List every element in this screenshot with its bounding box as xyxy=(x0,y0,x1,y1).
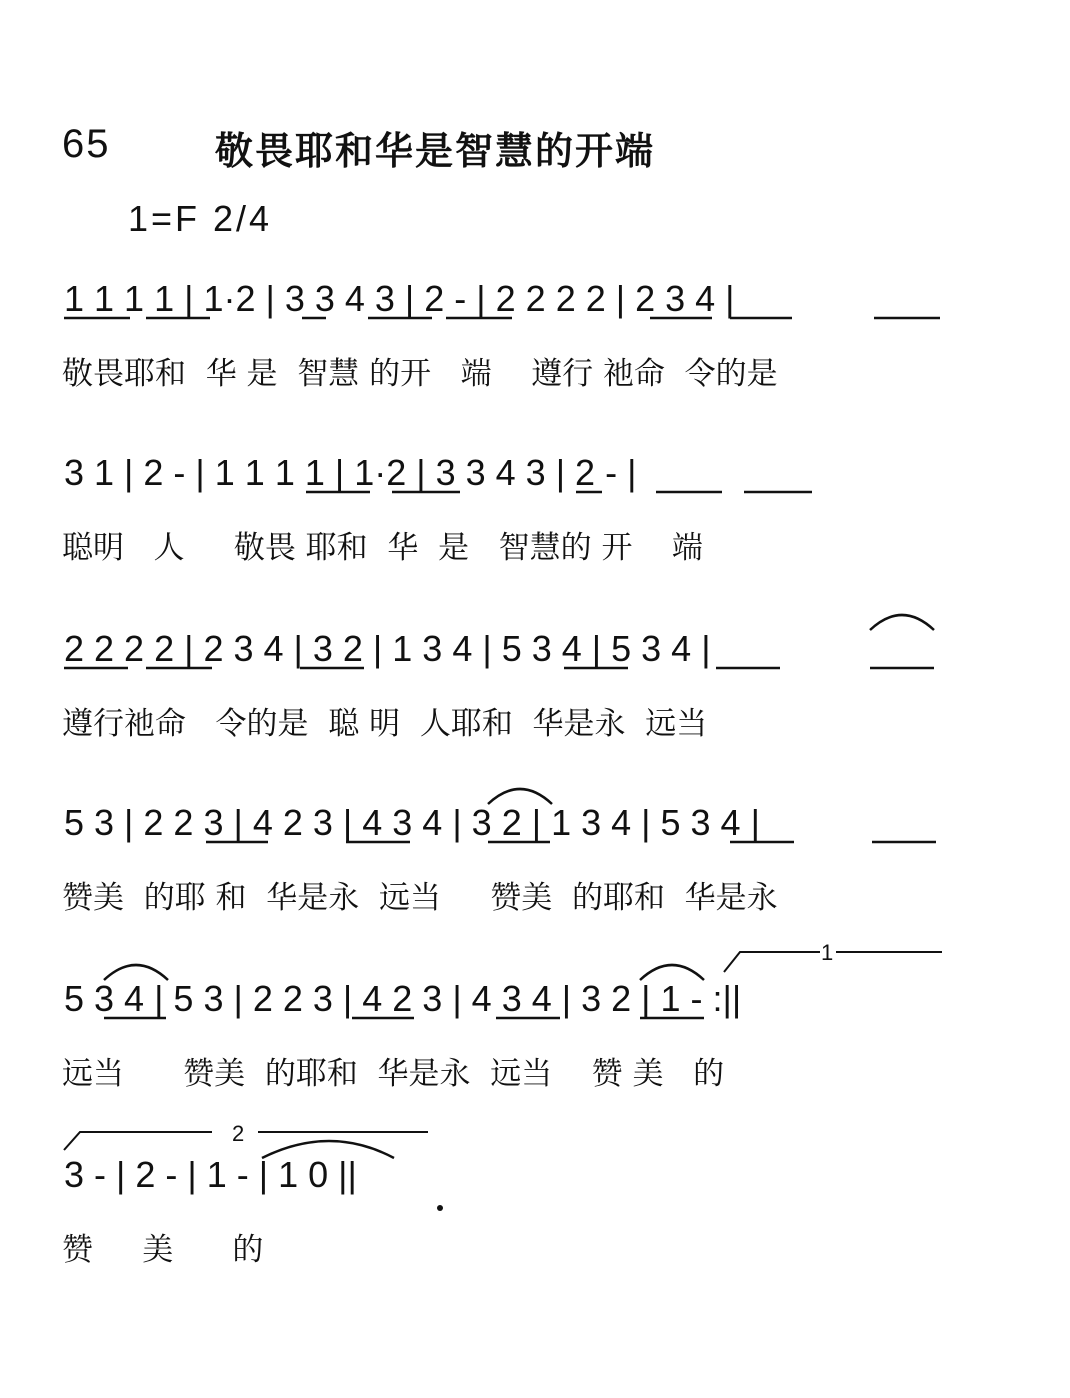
notation-line-3: 2 2 2 2 | 2 3 4 | 3 2 | 1 3 4 | 5 3 4 | 5 3 4 | xyxy=(64,628,711,669)
notation-line-5: 5 3 4 | 5 3 | 2 2 3 | 4 2 3 | 4 3 4 | 3 2 | 1 - :|| xyxy=(64,978,742,1019)
notation-line-4: 5 3 | 2 2 3 | 4 2 3 | 4 3 4 | 3 2 | 1 3 4 | 5 3 4 | xyxy=(64,802,760,843)
lyrics-line-2: 聪明 人 敬畏 耶和 华 是 智慧的 开 端 xyxy=(62,530,703,566)
beam-underlines xyxy=(64,318,940,1018)
notation-line-6: 3 - | 2 - | 1 - | 1 0 || xyxy=(64,1154,357,1195)
low-octave-dot xyxy=(437,1205,443,1211)
lyrics-line-1: 敬畏耶和 华 是 智慧 的开 端 遵行 祂命 令的是 xyxy=(62,356,778,392)
volta-2-label: 2 xyxy=(232,1121,245,1146)
lyrics-line-4: 赞美 的耶 和 华是永 远当 赞美 的耶和 华是永 xyxy=(62,880,778,916)
lyrics-line-6: 赞 美 的 xyxy=(62,1232,264,1268)
notation-line-2: 3 1 | 2 - | 1 1 1 1 | 1·2 | 3 3 4 3 | 2 - | xyxy=(64,452,637,493)
volta-brackets xyxy=(64,952,942,1150)
lyrics-line-3: 遵行祂命 令的是 聪 明 人耶和 华是永 远当 xyxy=(62,706,708,742)
song-title: 敬畏耶和华是智慧的开端 xyxy=(215,129,656,173)
volta-1-label: 1 xyxy=(821,940,834,965)
notation-line-1: 1 1 1 1 | 1·2 | 3 3 4 3 | 2 - | 2 2 2 2 | 2 3 4 | xyxy=(64,278,735,319)
lyrics-line-5: 远当 赞美 的耶和 华是永 远当 赞 美 的 xyxy=(62,1056,725,1092)
key-signature: 1=F 2/4 xyxy=(128,198,273,239)
slur-marks xyxy=(104,615,934,1158)
song-number: 65 xyxy=(62,122,111,166)
